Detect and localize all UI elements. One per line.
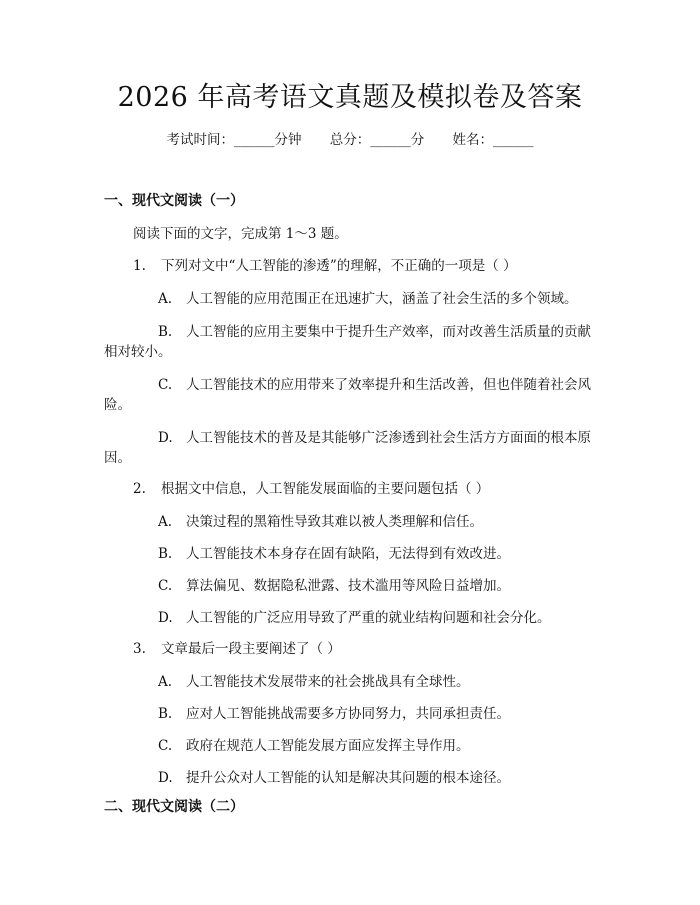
option-letter: B. xyxy=(158,706,173,722)
option-letter: A. xyxy=(158,514,173,530)
option-text: 人工智能的应用主要集中于提升生产效率，而对改善生活质量的贡献 xyxy=(186,324,591,340)
option-3d xyxy=(158,768,510,788)
section-instruction: 阅读下面的文字，完成第 1～3 题。 xyxy=(133,226,348,242)
option-text: 人工智能技术本身存在固有缺陷，无法得到有效改进。 xyxy=(186,546,510,562)
option-1d-continued: 因。 xyxy=(104,450,131,466)
option-text: 人工智能的广泛应用导致了严重的就业结构问题和社会分化。 xyxy=(186,610,551,626)
option-3a xyxy=(158,672,470,692)
question-stem: 文章最后一段主要阐述了（ ） xyxy=(161,641,341,657)
option-text: 人工智能技术的应用带来了效率提升和生活改善，但也伴随着社会风 xyxy=(186,377,591,393)
page-title: 2026 年高考语文真题及模拟卷及答案 xyxy=(117,82,583,113)
option-letter: D. xyxy=(158,770,173,786)
option-3b xyxy=(158,704,510,724)
exam-time-field: 考试时间：______分钟 xyxy=(166,132,302,148)
option-2a xyxy=(158,512,483,532)
question-3 xyxy=(133,639,341,659)
student-name-field: 姓名：______ xyxy=(452,132,534,148)
option-text: 政府在规范人工智能发展方面应发挥主导作用。 xyxy=(186,738,470,754)
option-text: 应对人工智能挑战需要多方协同努力，共同承担责任。 xyxy=(186,706,510,722)
option-3c xyxy=(158,736,470,756)
question-stem: 根据文中信息，人工智能发展面临的主要问题包括（ ） xyxy=(161,481,490,497)
question-number: 2. xyxy=(133,481,146,497)
option-text: 人工智能的应用范围正在迅速扩大，涵盖了社会生活的多个领域。 xyxy=(186,291,578,307)
option-2b xyxy=(158,544,510,564)
question-number: 1. xyxy=(133,258,146,274)
option-letter: B. xyxy=(158,324,173,340)
option-1a xyxy=(158,289,578,309)
option-1d xyxy=(158,428,591,448)
question-2 xyxy=(133,479,489,499)
section-heading-2: 二、现代文阅读（二） xyxy=(104,799,244,815)
option-letter: C. xyxy=(158,578,173,594)
option-letter: D. xyxy=(158,610,173,626)
option-text: 决策过程的黑箱性导致其难以被人类理解和信任。 xyxy=(186,514,483,530)
option-letter: B. xyxy=(158,546,173,562)
option-text: 算法偏见、数据隐私泄露、技术滥用等风险日益增加。 xyxy=(186,578,510,594)
section-heading-1: 一、现代文阅读（一） xyxy=(104,193,244,209)
option-2c xyxy=(158,576,510,596)
option-letter: A. xyxy=(158,674,173,690)
option-1b-continued: 相对较小。 xyxy=(104,344,172,360)
option-letter: A. xyxy=(158,291,173,307)
option-text: 人工智能技术的普及是其能够广泛渗透到社会生活方方面面的根本原 xyxy=(186,430,591,446)
exam-info xyxy=(0,130,700,150)
option-letter: C. xyxy=(158,377,173,393)
question-number: 3. xyxy=(133,641,146,657)
option-1b xyxy=(158,322,591,342)
option-letter: C. xyxy=(158,738,173,754)
question-1 xyxy=(133,256,517,276)
option-text: 提升公众对人工智能的认知是解决其问题的根本途径。 xyxy=(186,770,510,786)
option-1c xyxy=(158,375,591,395)
question-stem: 下列对文中“人工智能的渗透”的理解，不正确的一项是（ ） xyxy=(161,258,517,274)
option-letter: D. xyxy=(158,430,173,446)
total-score-field: 总分：______分 xyxy=(329,132,425,148)
option-2d xyxy=(158,608,551,628)
option-1c-continued: 险。 xyxy=(104,397,131,413)
option-text: 人工智能技术发展带来的社会挑战具有全球性。 xyxy=(186,674,470,690)
